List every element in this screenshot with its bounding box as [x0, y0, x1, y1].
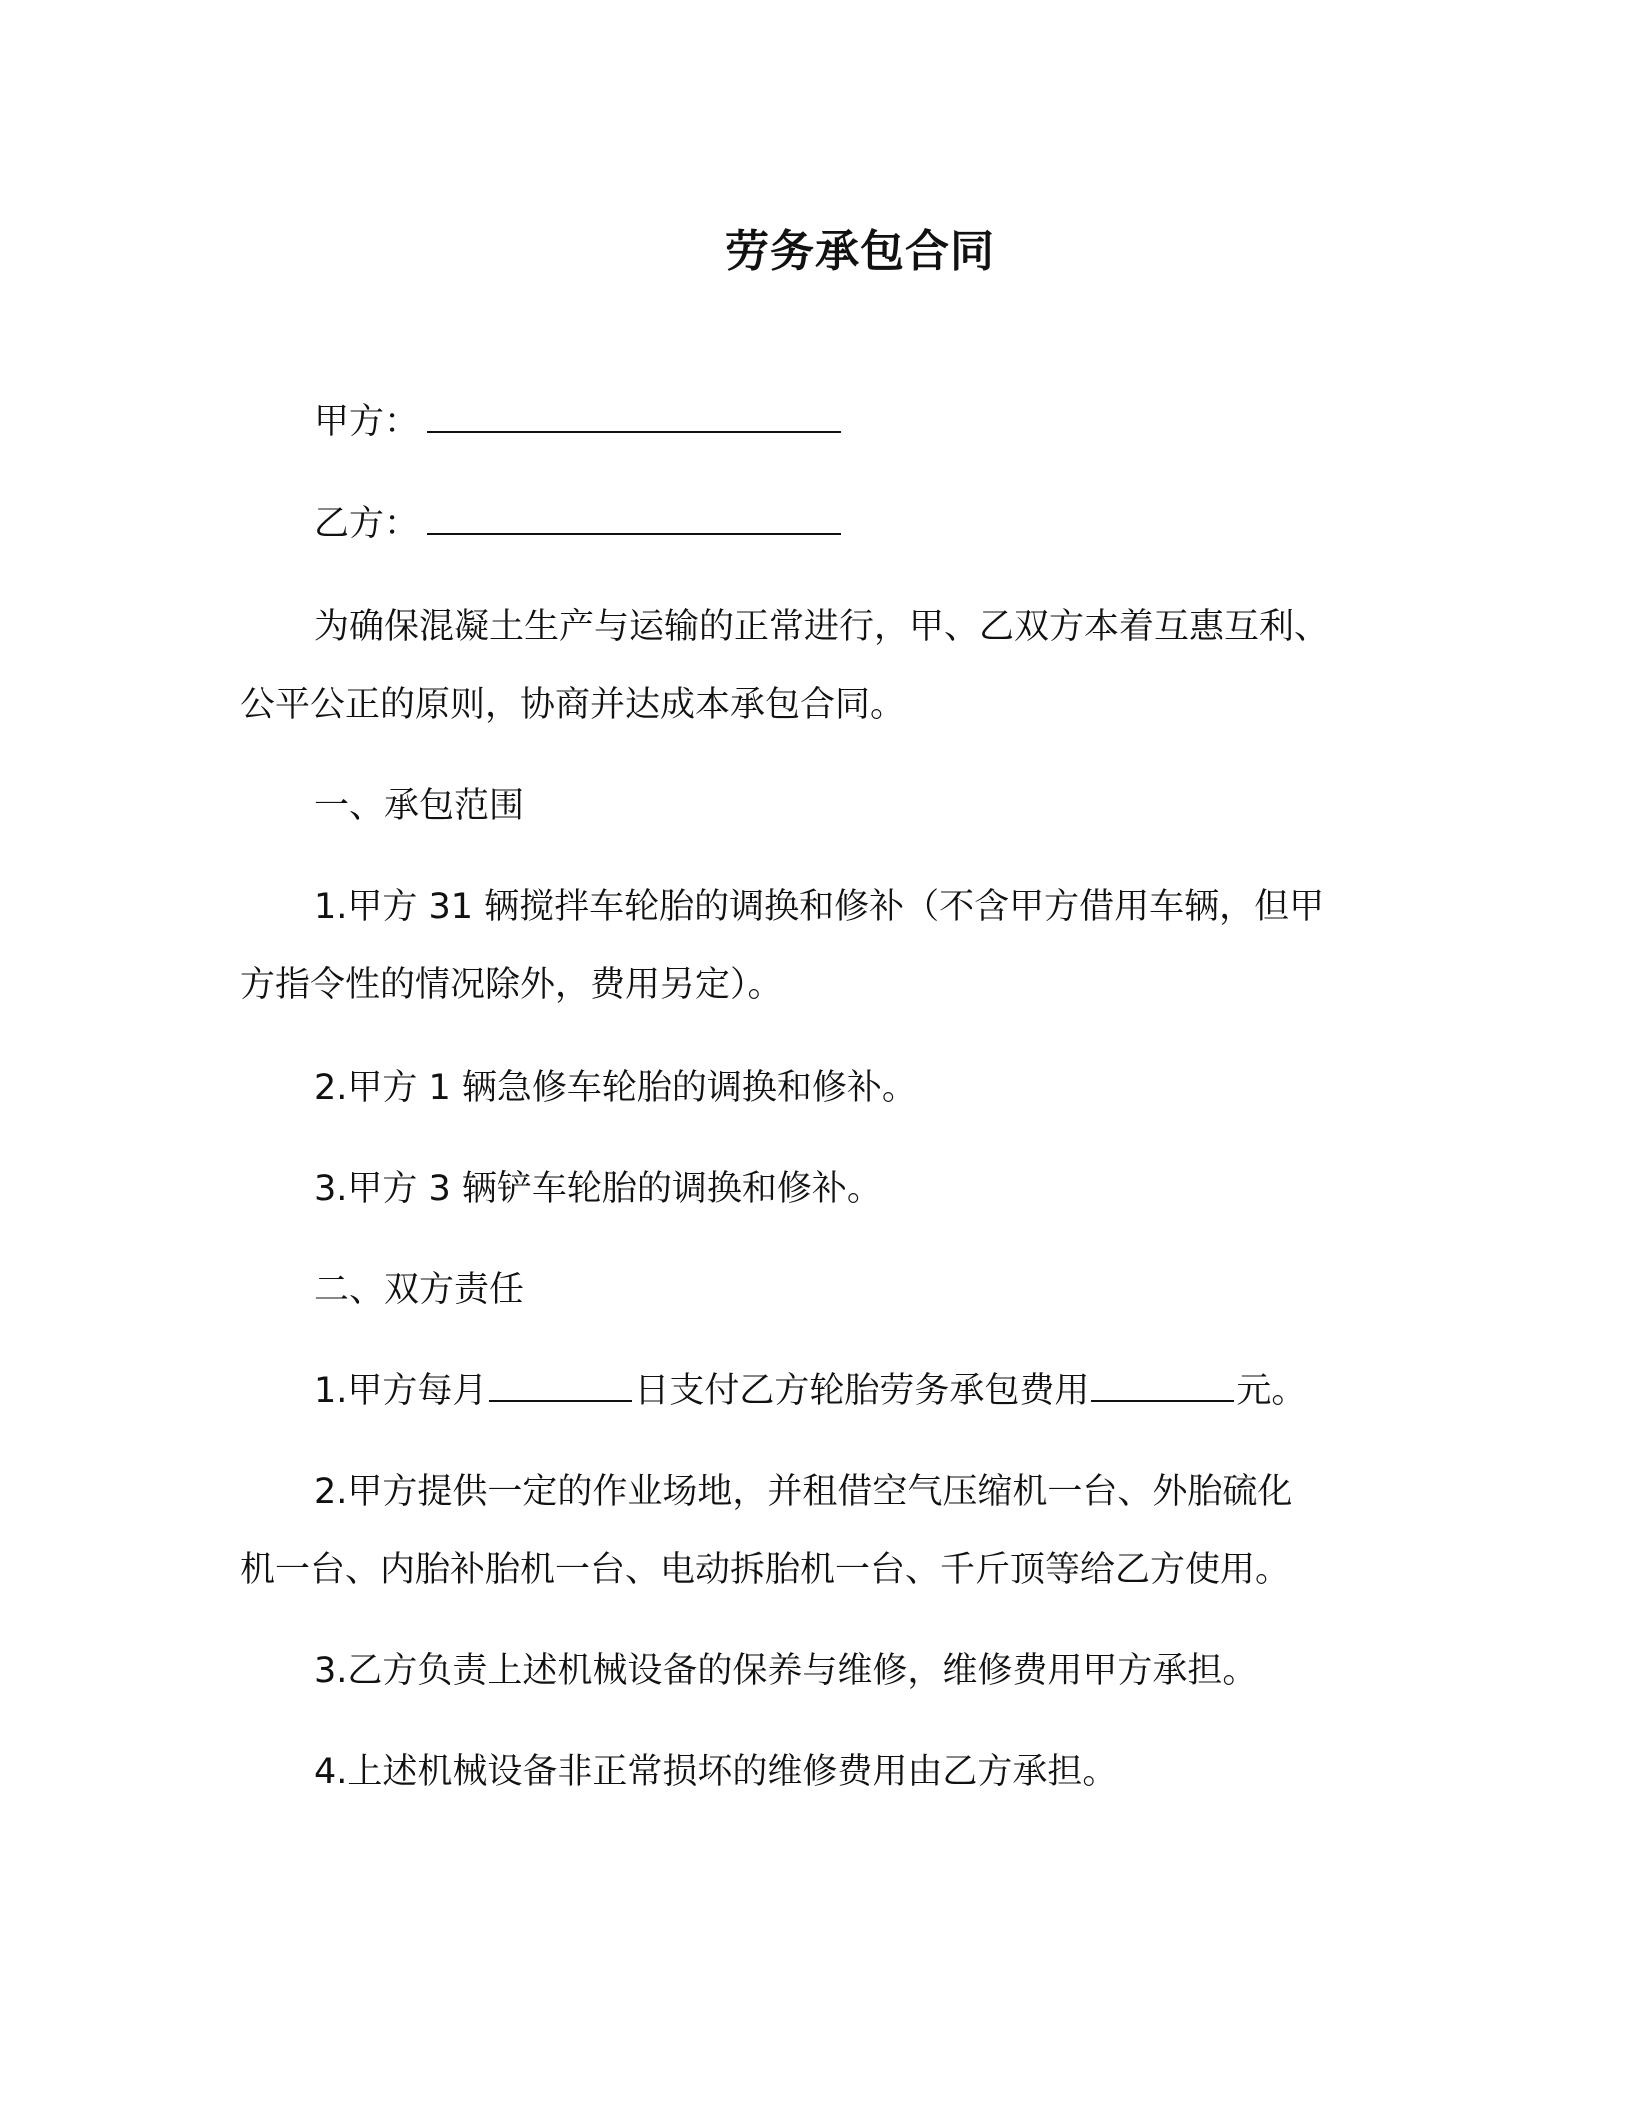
section2-heading: 二、双方责任 [314, 1270, 525, 1310]
payment-amount-blank [1091, 1366, 1234, 1402]
party-a-line [314, 397, 1454, 447]
section2-item1-part2: 日支付乙方轮胎劳务承包费用 [634, 1371, 1090, 1411]
party-b-label: 乙方： [314, 504, 420, 544]
section2-item1-part1: 1.甲方每月 [314, 1371, 488, 1411]
section2-item2-line2: 机一台、内胎补胎机一台、电动拆胎机一台、千斤顶等给乙方使用。 [240, 1550, 1291, 1590]
section2-item1 [314, 1366, 1454, 1416]
section2-item4: 4.上述机械设备非正常损坏的维修费用由乙方承担。 [314, 1752, 1118, 1792]
section1-item3: 3.甲方 3 辆铲车轮胎的调换和修补。 [314, 1169, 882, 1209]
section1-item1-line1: 1.甲方 31 辆搅拌车轮胎的调换和修补（不含甲方借用车辆，但甲 [314, 887, 1325, 927]
party-b-blank [427, 499, 841, 535]
document-title: 劳务承包合同 [725, 226, 995, 277]
section2-item2-line1: 2.甲方提供一定的作业场地，并租借空气压缩机一台、外胎硫化 [314, 1472, 1293, 1512]
section1-heading: 一、承包范围 [314, 786, 525, 826]
intro-line-1: 为确保混凝土生产与运输的正常进行，甲、乙双方本着互惠互利、 [314, 607, 1330, 647]
section1-item2: 2.甲方 1 辆急修车轮胎的调换和修补。 [314, 1068, 917, 1108]
section2-item1-part3: 元。 [1236, 1371, 1307, 1411]
section2-item3: 3.乙方负责上述机械设备的保养与维修，维修费用甲方承担。 [314, 1651, 1258, 1691]
section1-item1-line2: 方指令性的情况除外，费用另定）。 [240, 965, 783, 1005]
party-a-blank [427, 397, 841, 433]
payment-day-blank [489, 1366, 632, 1402]
intro-line-2: 公平公正的原则，协商并达成本承包合同。 [240, 685, 906, 725]
party-a-label: 甲方： [314, 402, 420, 442]
party-b-line [314, 499, 1454, 549]
